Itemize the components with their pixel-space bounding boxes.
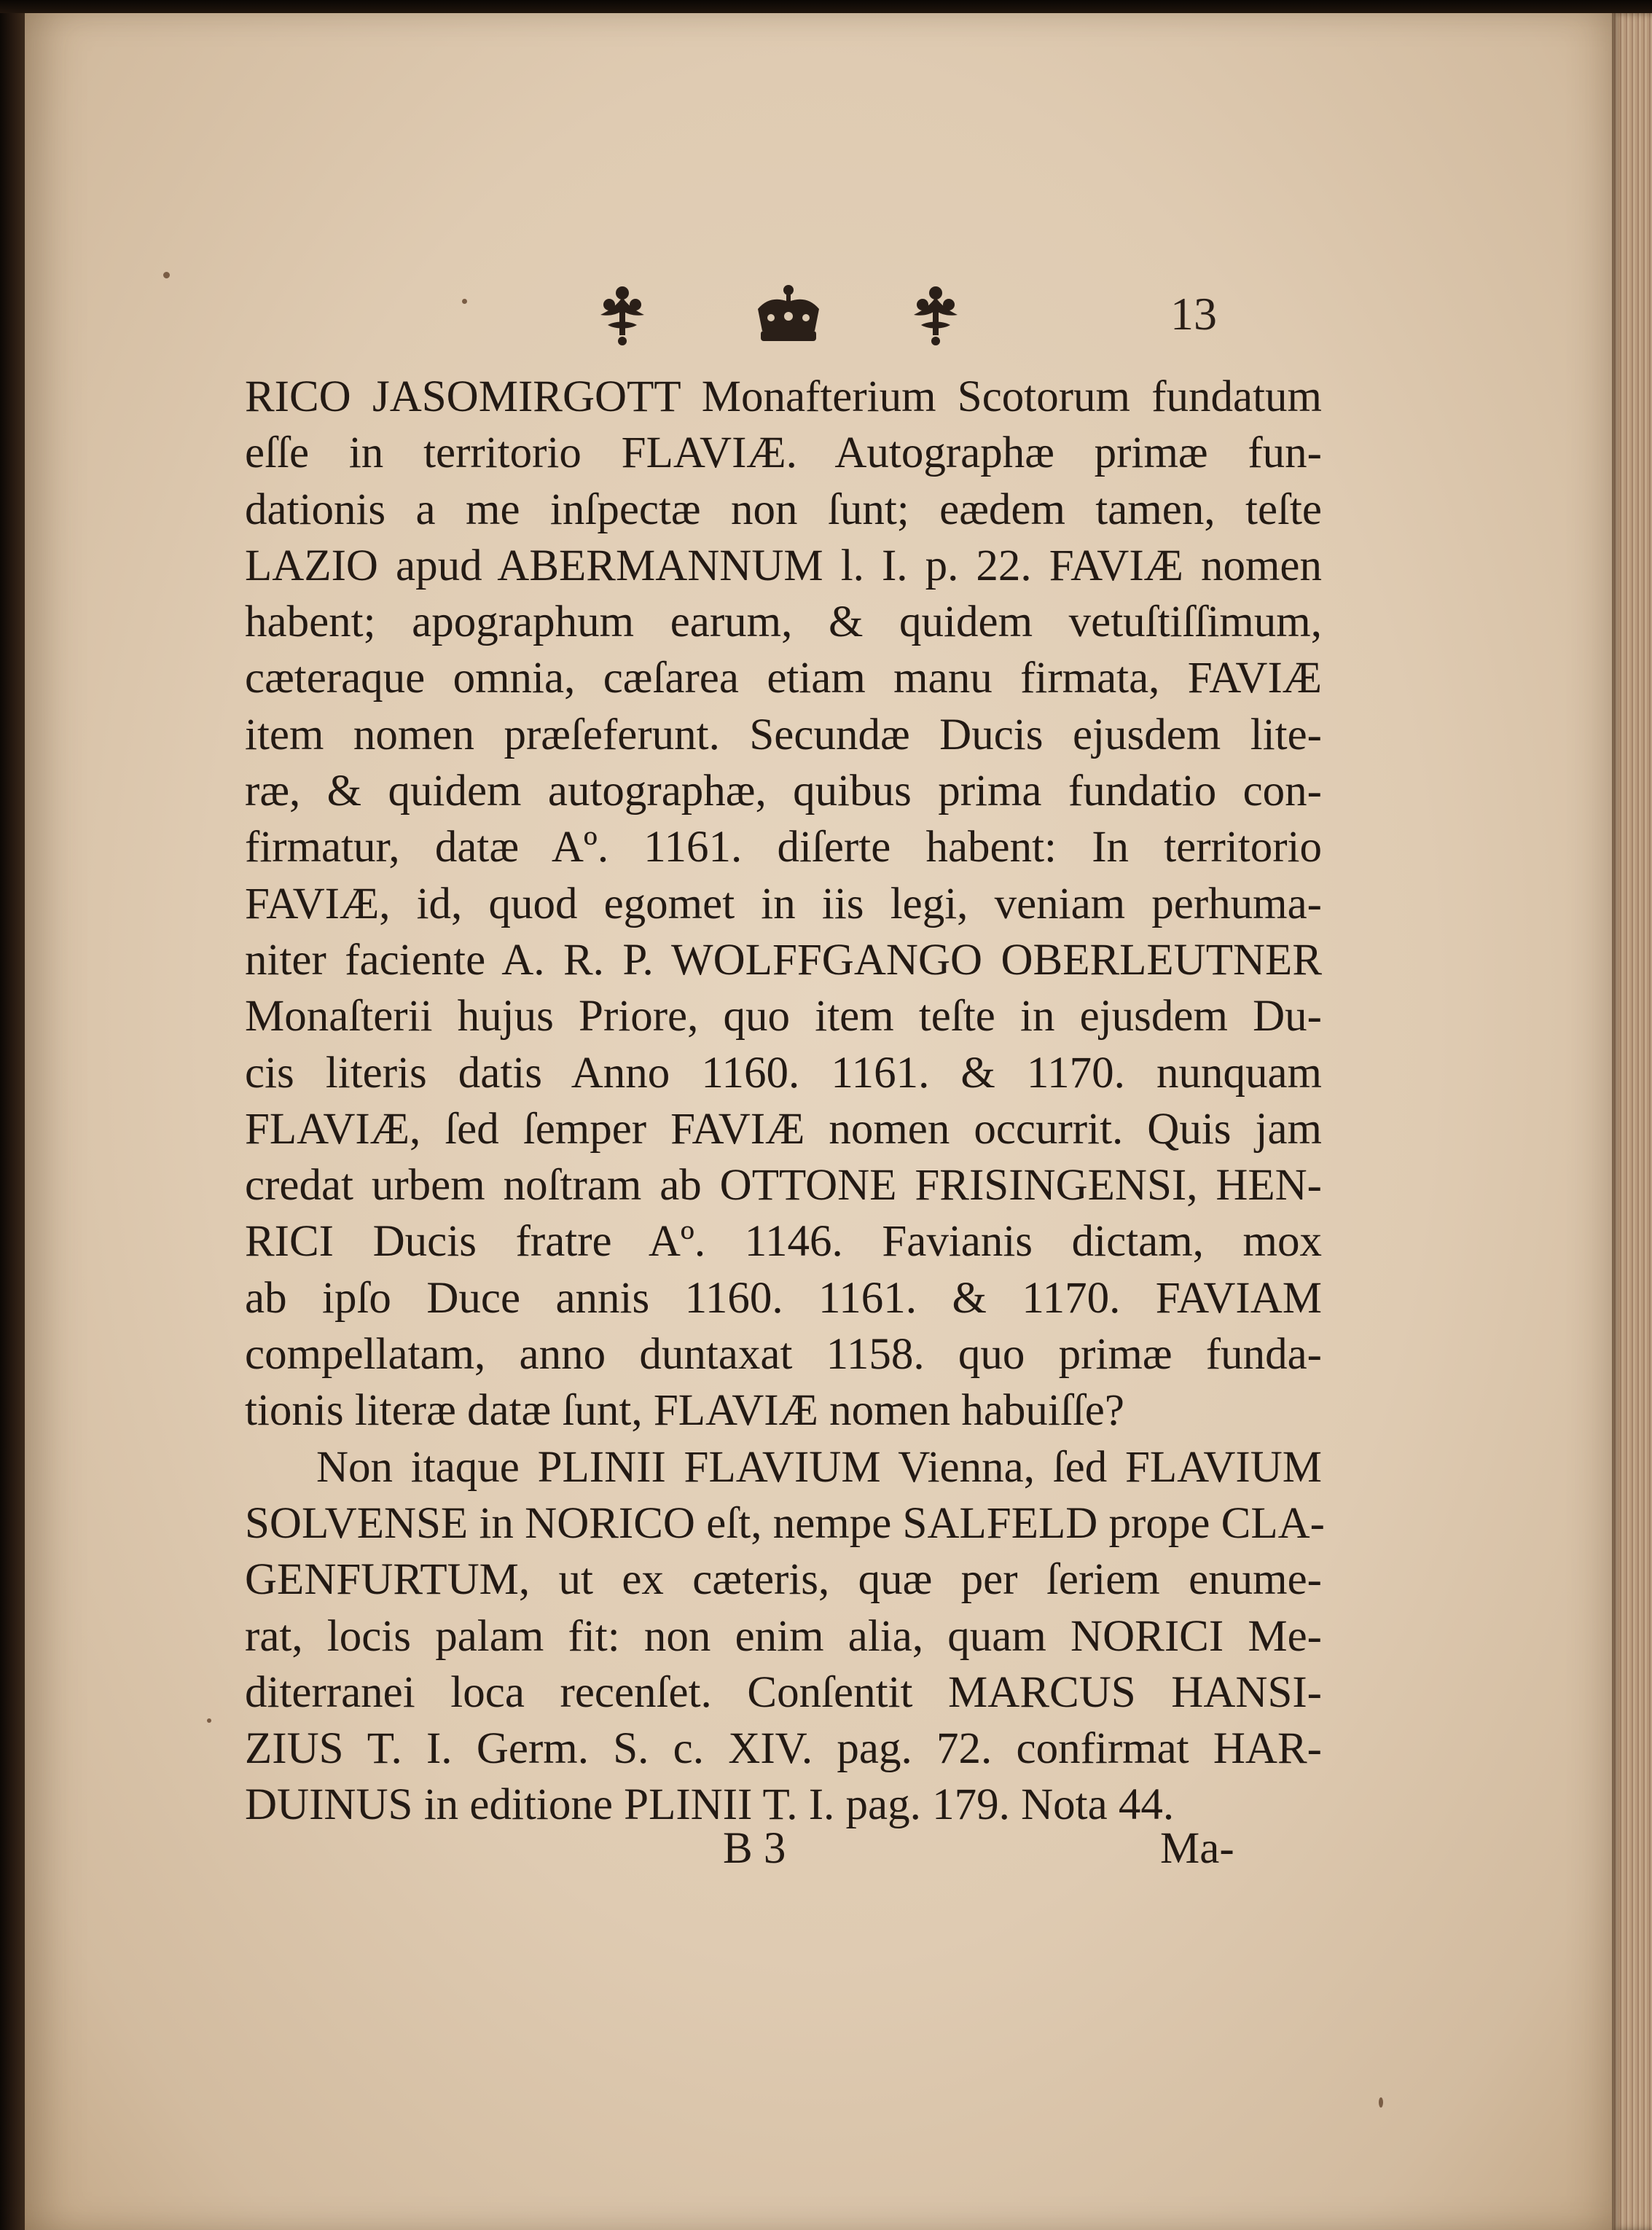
paper-speck: [163, 272, 170, 278]
page-number: 13: [1170, 288, 1217, 340]
page-header: [25, 283, 1612, 348]
text-line: ZIUS T. I. Germ. S. c. XIV. pag. 72. confirmat HAR-: [245, 1724, 1322, 1774]
text-line: cis literis datis Anno 1160. 1161. & 1170. nunquam: [245, 1048, 1322, 1098]
text-line: credat urbem noſtram ab OTTONE FRISINGENSI, HEN-: [245, 1161, 1322, 1210]
text-line: LAZIO apud ABERMANNUM l. I. p. 22. FAVIÆ nomen: [245, 541, 1322, 590]
fleuron-icon: [593, 283, 651, 348]
text-line: tionis literæ datæ ſunt, FLAVIÆ nomen habuiſſe?: [245, 1386, 1124, 1436]
text-line: ab ipſo Duce annis 1160. 1161. & 1170. FAVIAM: [245, 1273, 1322, 1323]
paper-speck: [207, 1718, 211, 1723]
text-line: RICO JASOMIRGOTT Monafterium Scotorum fundatum: [245, 372, 1322, 421]
text-line: ræ, & quidem autographæ, quibus prima fundatio con-: [245, 767, 1322, 816]
text-line: niter faciente A. R. P. WOLFFGANGO OBERLEUTNER: [245, 935, 1322, 985]
book-spine-shadow: [0, 0, 25, 2230]
text-line: GENFURTUM, ut ex cæteris, quæ per ſeriem enume-: [245, 1555, 1322, 1605]
page-footer: [25, 1823, 1612, 1882]
book-page: [25, 13, 1612, 2230]
text-line: rat, locis palam fit: non enim alia, quam NORICI Me-: [245, 1611, 1322, 1661]
text-line: eſſe in territorio FLAVIÆ. Autographæ primæ fun-: [245, 429, 1322, 478]
text-line: FAVIÆ, id, quod egomet in iis legi, veniam perhuma-: [245, 879, 1322, 928]
fleuron-icon: [907, 283, 965, 348]
text-line: diterranei loca recenſet. Conſentit MARCUS HANSI-: [245, 1667, 1322, 1717]
top-edge-shadow: [0, 0, 1652, 13]
paper-speck: [1379, 2097, 1383, 2108]
catchword: Ma-: [1160, 1824, 1234, 1873]
crown-icon: [753, 283, 823, 348]
text-line: Non itaque PLINII FLAVIUM Vienna, ſed FLAVIUM: [316, 1442, 1322, 1492]
body-text: [245, 369, 1325, 1834]
text-line: cæteraque omnia, cæſarea etiam manu firmata, FAVIÆ: [245, 654, 1322, 703]
text-line: RICI Ducis fratre Aº. 1146. Favianis dictam, mox: [245, 1217, 1322, 1267]
text-line: FLAVIÆ, ſed ſemper FAVIÆ nomen occurrit. Quis jam: [245, 1104, 1322, 1154]
text-line: Monaſterii hujus Priore, quo item teſte in ejusdem Du-: [245, 992, 1322, 1041]
text-line: SOLVENSE in NORICO eſt, nempe SALFELD prope CLA-: [245, 1498, 1325, 1548]
text-line: firmatur, datæ Aº. 1161. diſerte habent: In territorio: [245, 823, 1322, 872]
signature-mark: B 3: [723, 1824, 786, 1873]
text-line: dationis a me inſpectæ non ſunt; eædem tamen, teſte: [245, 485, 1322, 534]
text-line: compellatam, anno duntaxat 1158. quo primæ funda-: [245, 1330, 1322, 1380]
text-line: habent; apographum earum, & quidem vetuſtiſſimum,: [245, 598, 1322, 647]
text-line: item nomen præſeferunt. Secundæ Ducis ejusdem lite-: [245, 710, 1322, 759]
text-line: DUINUS in editione PLINII T. I. pag. 179. Nota 44.: [245, 1780, 1175, 1830]
page-fore-edge: [1612, 13, 1652, 2230]
paper-speck: [462, 299, 467, 304]
